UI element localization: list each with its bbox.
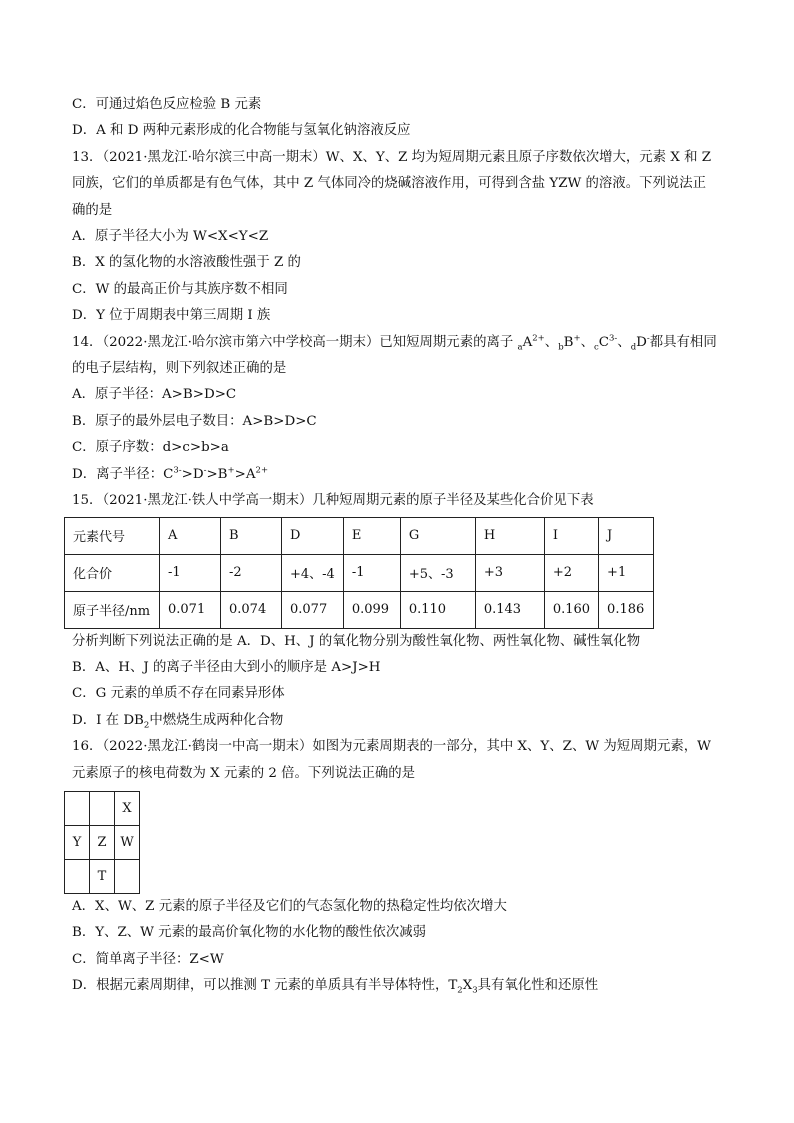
grid-cell: X	[115, 791, 140, 825]
table-cell: +3	[475, 554, 544, 591]
q16-stem-line1: 16．（2022·黑龙江·鹤岗一中高一期末）如图为元素周期表的一部分，其中 X、Y、Z、W 为短周期元素，W	[72, 739, 711, 755]
table-cell: 0.071	[160, 591, 221, 628]
q14-option-b: B．原子的最外层电子数目：A>B>D>C	[72, 413, 317, 429]
table-cell: +5、-3	[400, 554, 475, 591]
table-cell: 原子半径/nm	[65, 591, 160, 628]
grid-cell	[65, 791, 90, 825]
q14-option-c: C．原子序数：d>c>b>a	[72, 440, 229, 456]
q16-option-d: D．根据元素周期律，可以推测 T 元素的单质具有半导体特性，$T_2X_3$具有氧化性和还原性	[72, 978, 599, 996]
grid-cell: W	[115, 825, 140, 859]
q15-stem: 15．（2021·黑龙江·铁人中学高一期末）几种短周期元素的原子半径及某些化合价见下表	[72, 493, 594, 509]
question-16	[72, 734, 732, 999]
table-cell: 0.186	[599, 591, 654, 628]
q16-option-a: A．X、W、Z 元素的原子半径及它们的气态氢化物的热稳定性均依次增大	[72, 898, 507, 914]
question-14	[72, 330, 732, 488]
table-cell: 化合价	[65, 554, 160, 591]
grid-cell	[90, 791, 115, 825]
table-cell: 0.110	[400, 591, 475, 628]
q15-option-d: D．I 在 $DB_2$中燃烧生成两种化合物	[72, 712, 284, 731]
q13-stem-line3: 确的是	[72, 202, 113, 218]
table-row	[65, 554, 654, 591]
table-cell: I	[544, 517, 598, 554]
grid-cell: Y	[65, 825, 90, 859]
table-cell: A	[160, 517, 221, 554]
q13-option-c: C．W 的最高正价与其族序数不相同	[72, 281, 288, 297]
table-cell: 0.099	[343, 591, 400, 628]
q13-option-a: A．原子半径大小为 W<X<Y<Z	[72, 229, 269, 245]
q14-option-d: D．离子半径：$C^{3-}>D^->B^+>A^{2+}$	[72, 465, 269, 482]
q15-option-a: 分析判断下列说法正确的是 A．D、H、J 的氧化物分别为酸性氧化物、两性氧化物、碱性氧化物	[72, 633, 641, 649]
table-row	[65, 591, 654, 628]
question-13	[72, 145, 732, 330]
table-row	[65, 517, 654, 554]
q13-option-d: D．Y 位于周期表中第三周期 I 族	[72, 308, 271, 324]
grid-cell: T	[90, 859, 115, 893]
q14-stem-line1: 14．（2022·黑龙江·哈尔滨市第六中学校高一期末）已知短周期元素的离子 $_aA^{2+}$、$_b$B+、$_cC^{3-}$、$_d$D-都具有相同	[72, 333, 717, 353]
table-cell: 0.160	[544, 591, 598, 628]
table-cell: +1	[599, 554, 654, 591]
table-row	[65, 859, 140, 893]
table-row	[65, 825, 140, 859]
table-cell: 0.074	[221, 591, 282, 628]
q14-option-a: A．原子半径：A>B>D>C	[72, 387, 237, 403]
q13-option-b: B．X 的氢化物的水溶液酸性强于 Z 的	[72, 255, 301, 271]
document-page	[72, 92, 732, 1000]
q13-stem-line2: 同族，它们的单质都是有色气体，其中 Z 气体同冷的烧碱溶液作用，可得到含盐 YZW 的溶液。下列说法正	[72, 176, 707, 192]
table-cell: 元素代号	[65, 517, 160, 554]
q15-option-b: B．A、H、J 的离子半径由大到小的顺序是 A>J>H	[72, 659, 381, 675]
table-cell: 0.077	[282, 591, 344, 628]
periodic-table-fragment	[64, 791, 140, 894]
table-cell: E	[343, 517, 400, 554]
q14-stem-line2: 的电子层结构，则下列叙述正确的是	[72, 361, 287, 377]
table-cell: D	[282, 517, 344, 554]
option-c-prev: C．可通过焰色反应检验 B 元素	[72, 97, 262, 112]
q13-stem-line1: 13．（2021·黑龙江·哈尔滨三中高一期末）W、X、Y、Z 均为短周期元素且原子序数依次增大，元素 X 和 Z	[72, 149, 712, 165]
q16-option-c: C．简单离子半径：Z<W	[72, 951, 224, 967]
grid-cell	[65, 859, 90, 893]
table-cell: J	[599, 517, 654, 554]
grid-cell: Z	[90, 825, 115, 859]
q16-option-b: B．Y、Z、W 元素的最高价氧化物的水化物的酸性依次减弱	[72, 925, 426, 941]
table-cell: H	[475, 517, 544, 554]
table-cell: +2	[544, 554, 598, 591]
grid-cell	[115, 859, 140, 893]
table-cell: B	[221, 517, 282, 554]
table-cell: G	[400, 517, 475, 554]
table-cell: +4、-4	[282, 554, 344, 591]
table-cell: -2	[221, 554, 282, 591]
table-cell: 0.143	[475, 591, 544, 628]
table-row	[65, 791, 140, 825]
question-15	[72, 488, 732, 734]
table-cell: -1	[343, 554, 400, 591]
q15-option-c: C．G 元素的单质不存在同素异形体	[72, 686, 285, 702]
table-cell: -1	[160, 554, 221, 591]
q16-stem-line2: 元素原子的核电荷数为 X 元素的 2 倍。下列说法正确的是	[72, 765, 416, 781]
option-d-prev: D．A 和 D 两种元素形成的化合物能与氢氧化钠溶液反应	[72, 123, 411, 139]
element-table	[64, 517, 654, 629]
